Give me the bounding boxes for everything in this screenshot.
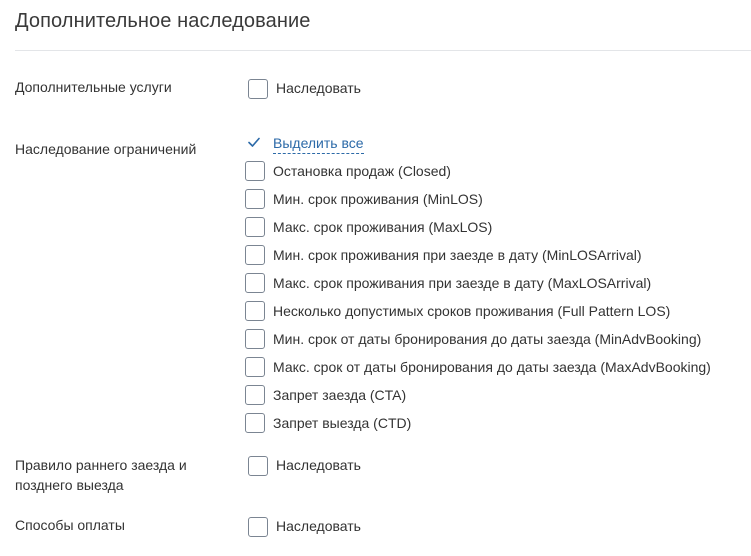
early-late-label-line2: позднего выезда [15, 477, 124, 493]
restriction-label-maxlos[interactable]: Макс. срок проживания (MaxLOS) [273, 219, 493, 235]
title-divider [15, 50, 751, 51]
page-title: Дополнительное наследование [15, 10, 311, 32]
early-late-inherit-checkbox[interactable] [248, 456, 268, 476]
extra-services-inherit-checkbox[interactable] [248, 79, 268, 99]
payment-inherit-label[interactable]: Наследовать [276, 518, 361, 534]
select-all-link[interactable]: Выделить все [273, 133, 364, 154]
restriction-label-fullpatternlos[interactable]: Несколько допустимых сроков проживания (Full Pattern LOS) [273, 303, 671, 319]
restriction-checkbox-maxlos[interactable] [245, 217, 265, 237]
checkmark-icon [247, 135, 261, 149]
restriction-checkbox-fullpatternlos[interactable] [245, 301, 265, 321]
restriction-checkbox-minlos[interactable] [245, 189, 265, 209]
early-late-inherit-label[interactable]: Наследовать [276, 457, 361, 473]
extra-services-inherit-label[interactable]: Наследовать [276, 80, 361, 96]
restriction-checkbox-maxlosarrival[interactable] [245, 273, 265, 293]
restriction-label-maxadvbooking[interactable]: Макс. срок от даты бронирования до даты заезда (MaxAdvBooking) [273, 359, 711, 375]
restriction-label-ctd[interactable]: Запрет выезда (CTD) [273, 415, 412, 431]
restrictions-label: Наследование ограничений [15, 141, 197, 157]
restriction-label-cta[interactable]: Запрет заезда (CTA) [273, 387, 407, 403]
payment-label: Способы оплаты [15, 517, 125, 533]
restriction-checkbox-maxadvbooking[interactable] [245, 357, 265, 377]
early-late-label-line1: Правило раннего заезда и [15, 457, 187, 473]
restriction-checkbox-cta[interactable] [245, 385, 265, 405]
extra-services-label: Дополнительные услуги [15, 79, 172, 95]
restriction-label-minlos[interactable]: Мин. срок проживания (MinLOS) [273, 191, 483, 207]
restriction-checkbox-minlosarrival[interactable] [245, 245, 265, 265]
restriction-label-maxlosarrival[interactable]: Макс. срок проживания при заезде в дату (MaxLOSArrival) [273, 275, 652, 291]
payment-inherit-checkbox[interactable] [248, 517, 268, 537]
restriction-label-minadvbooking[interactable]: Мин. срок от даты бронирования до даты заезда (MinAdvBooking) [273, 331, 702, 347]
restriction-label-minlosarrival[interactable]: Мин. срок проживания при заезде в дату (MinLOSArrival) [273, 247, 642, 263]
restriction-checkbox-minadvbooking[interactable] [245, 329, 265, 349]
restriction-checkbox-closed[interactable] [245, 161, 265, 181]
restriction-checkbox-ctd[interactable] [245, 413, 265, 433]
restriction-label-closed[interactable]: Остановка продаж (Closed) [273, 163, 451, 179]
